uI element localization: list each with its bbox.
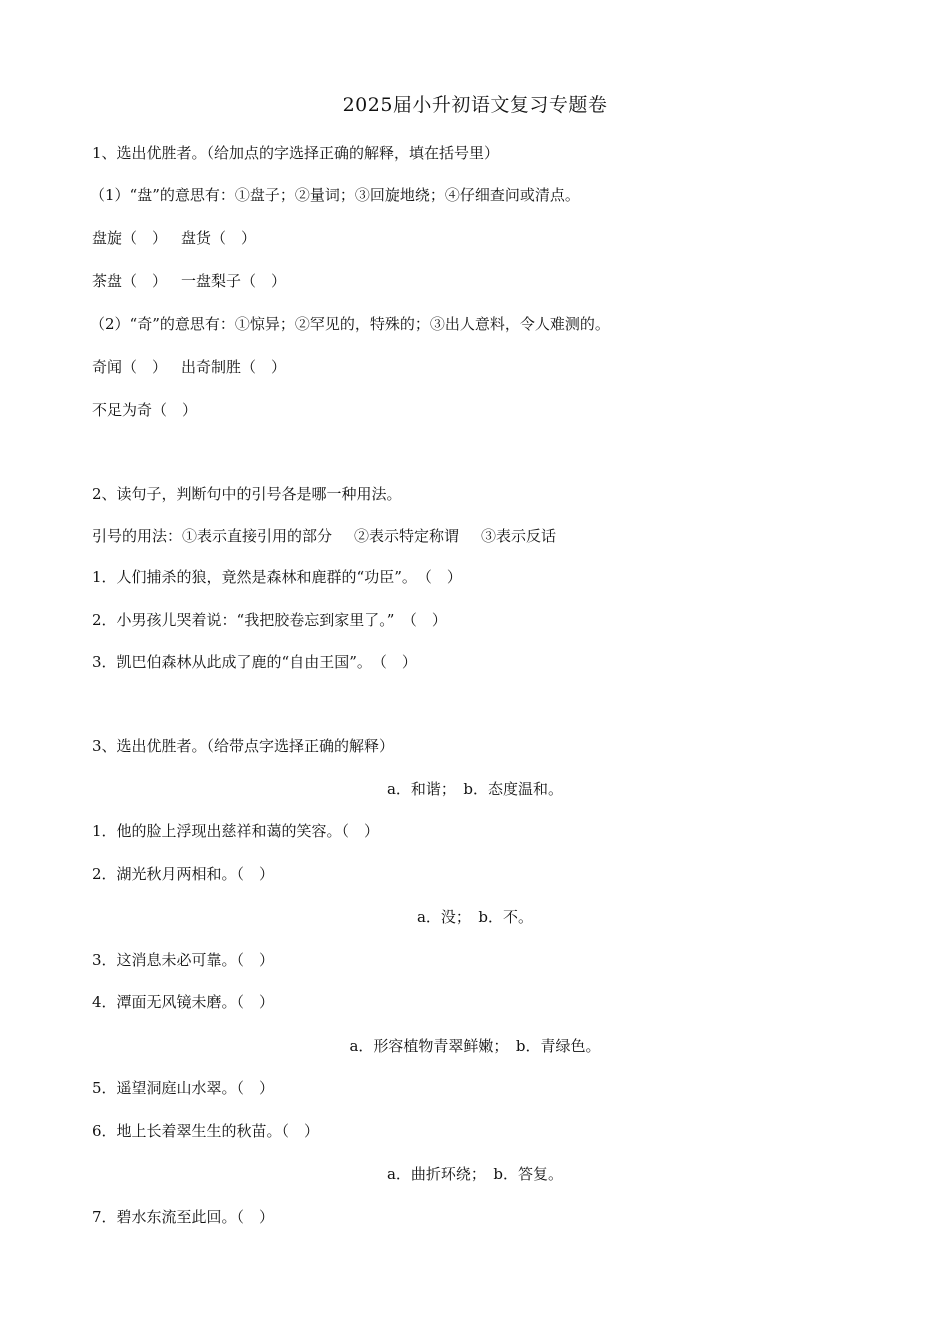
q1-item-chuqizhisheng: 出奇制胜（ ） — [181, 358, 287, 376]
q1-part2-row1 — [92, 357, 286, 377]
q2-item-3: 3．凯巴伯森林从此成了鹿的“自由王国”。 （ ） — [92, 653, 417, 671]
q2-usage-1: ①表示直接引用的部分 — [182, 527, 333, 545]
q1-heading: 1、选出优胜者。（给加点的字选择正确的解释，填在括号里） — [92, 144, 500, 162]
q1-item-qiwen: 奇闻（ ） — [92, 358, 168, 376]
q3-item-5: 5．遥望洞庭山水翠。（ ） — [92, 1079, 275, 1097]
q3-item-3: 3．这消息未必可靠。（ ） — [92, 951, 275, 969]
q1-part1-row1 — [92, 228, 256, 248]
q3-options-he: a．和谐； b．态度温和。 — [386, 780, 564, 798]
q1-item-buzuweiqi: 不足为奇（ ） — [92, 401, 198, 419]
q1-item-yipanlizi: 一盘梨子（ ） — [181, 272, 287, 290]
q3-item-2: 2．湖光秋月两相和。（ ） — [92, 865, 275, 883]
q2-usage-3: ③表示反话 — [481, 527, 557, 545]
q2-usage-2: ②表示特定称谓 — [354, 527, 460, 545]
q2-usage-label: 引号的用法： — [92, 527, 183, 545]
q3-item-1: 1．他的脸上浮现出慈祥和蔼的笑容。（ ） — [92, 822, 380, 840]
q3-options-hui: a．曲折环绕； b．答复。 — [386, 1165, 564, 1183]
q1-item-chapan: 茶盘（ ） — [92, 272, 168, 290]
q1-part2-definition: （2）“奇”的意思有：①惊异；②罕见的，特殊的；③出人意料，令人难测的。 — [90, 315, 610, 333]
page-title: 2025届小升初语文复习专题卷 — [342, 94, 608, 116]
q1-part1-row2 — [92, 271, 286, 291]
q3-item-4: 4．潭面无风镜未磨。（ ） — [92, 993, 275, 1011]
q1-part2-row2 — [92, 400, 197, 420]
q1-item-panhuo: 盘货（ ） — [181, 229, 257, 247]
q3-heading: 3、选出优胜者。（给带点字选择正确的解释） — [92, 737, 395, 755]
q3-options-cui: a．形容植物青翠鲜嫩； b．青绿色。 — [349, 1037, 601, 1055]
q2-usage-row — [92, 526, 556, 546]
q2-item-1: 1．人们捕杀的狼，竟然是森林和鹿群的“功臣”。 （ ） — [92, 568, 462, 586]
q1-item-panxuan: 盘旋（ ） — [92, 229, 168, 247]
q3-item-7: 7．碧水东流至此回。（ ） — [92, 1208, 275, 1226]
q2-heading: 2、读句子，判断句中的引号各是哪一种用法。 — [92, 485, 402, 503]
q2-item-2: 2．小男孩儿哭着说：“我把胶卷忘到家里了。” （ ） — [92, 611, 447, 629]
q3-item-6: 6．地上长着翠生生的秋苗。（ ） — [92, 1122, 320, 1140]
q1-part1-definition: （1）“盘”的意思有：①盘子；②量词；③回旋地绕；④仔细查问或清点。 — [90, 186, 580, 204]
q3-options-wei: a．没； b．不。 — [416, 908, 534, 926]
